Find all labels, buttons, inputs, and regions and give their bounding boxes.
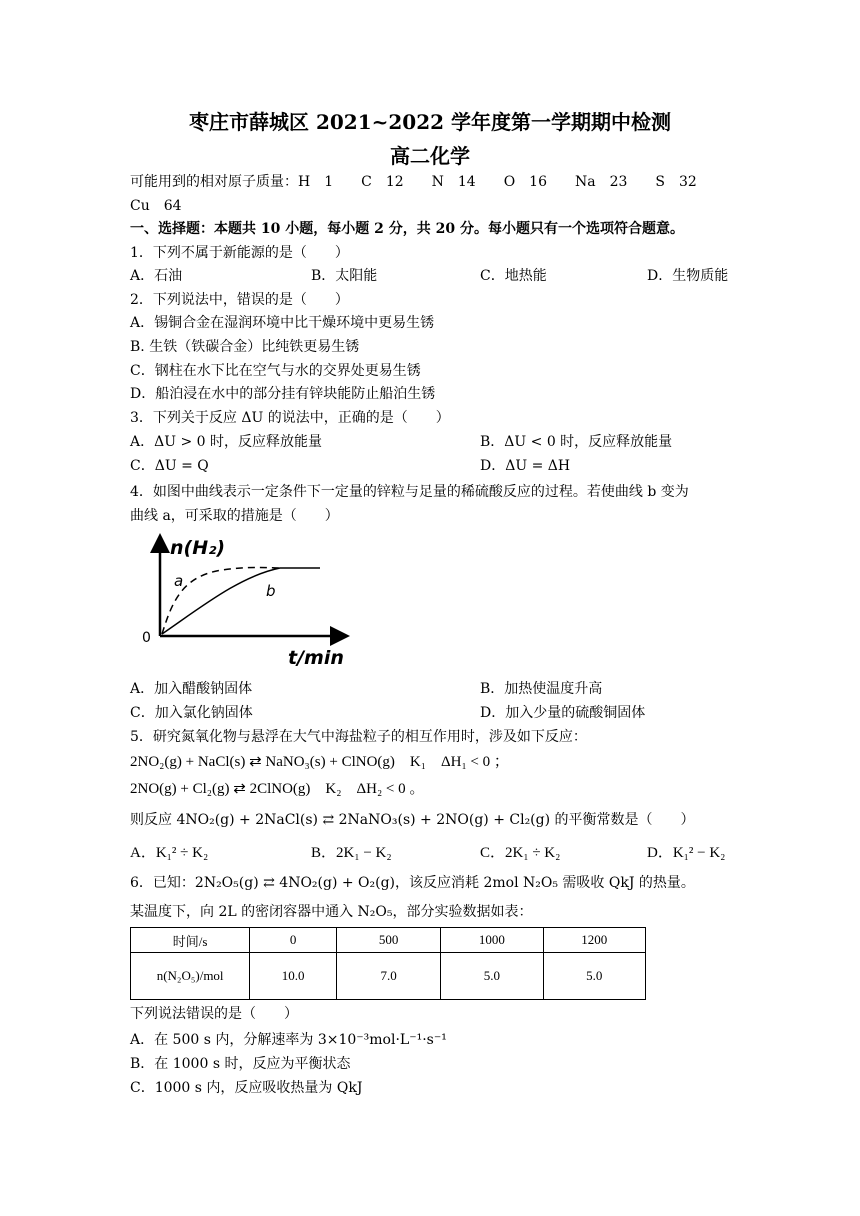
q5-equation-1: 2NO₂(g) + NaCl(s) ⇄ NaNO₃(s) + ClNO(g) K₁ ΔH₁ < 0 ； bbox=[130, 754, 509, 770]
q4-option-d: D．加入少量的硫酸铜固体 bbox=[480, 705, 646, 721]
table-cell: 1200 bbox=[543, 928, 645, 953]
q2-option-c: C．钢柱在水下比在空气与水的交界处更易生锈 bbox=[130, 363, 421, 379]
question-6-ask: 下列说法错误的是（ ） bbox=[130, 1006, 298, 1022]
table-header-row bbox=[131, 928, 646, 953]
n2o5-data-table bbox=[130, 927, 646, 1000]
q1-option-c: C．地热能 bbox=[480, 268, 547, 284]
question-3-stem: 3．下列关于反应 ΔU 的说法中，正确的是（ ） bbox=[130, 410, 450, 426]
table-cell: n(N₂O₅)/mol bbox=[131, 953, 250, 1000]
section-heading: 一、选择题：本题共 10 小题，每小题 2 分，共 20 分。每小题只有一个选项符合题意。 bbox=[130, 221, 684, 237]
q4-option-a: A．加入醋酸钠固体 bbox=[130, 681, 253, 697]
q2-option-d: D．船泊浸在水中的部分挂有锌块能防止船泊生锈 bbox=[130, 386, 436, 402]
table-cell: 时间/s bbox=[131, 928, 250, 953]
question-6-stem-line-1: 6．已知：2N₂O₅(g) ⇄ 4NO₂(g) + O₂(g)，该反应消耗 2mol N₂O₅ 需吸收 QkJ 的热量。 bbox=[130, 875, 695, 891]
question-6-stem-line-2: 某温度下，向 2L 的密闭容器中通入 N₂O₅，部分实验数据如表： bbox=[130, 904, 533, 920]
origin-label: 0 bbox=[142, 630, 151, 646]
question-5-stem: 5．研究氮氧化物与悬浮在大气中海盐粒子的相互作用时，涉及如下反应： bbox=[130, 729, 587, 745]
q5-option-a: A．K₁² ÷ K₂ bbox=[130, 845, 209, 861]
page-subtitle: 高二化学 bbox=[390, 144, 470, 168]
q2-option-b: B. 生铁（铁碳合金）比纯铁更易生锈 bbox=[130, 339, 360, 355]
q3-option-b: B．ΔU < 0 时，反应释放能量 bbox=[480, 434, 673, 450]
q4-option-b: B．加热使温度升高 bbox=[480, 681, 603, 697]
table-cell: 5.0 bbox=[441, 953, 543, 1000]
table-cell: 7.0 bbox=[337, 953, 441, 1000]
q5-target-reaction: 则反应 4NO₂(g) + 2NaCl(s) ⇄ 2NaNO₃(s) + 2NO(g) + Cl₂(g) 的平衡常数是（ ） bbox=[130, 812, 695, 828]
curve-b-label: b bbox=[266, 582, 276, 600]
reaction-curve-graph bbox=[130, 530, 365, 672]
page-title: 枣庄市薛城区 2021~2022 学年度第一学期期中检测 bbox=[188, 110, 671, 134]
question-4-stem-line-1: 4．如图中曲线表示一定条件下一定量的锌粒与足量的稀硫酸反应的过程。若使曲线 b 变为 bbox=[130, 484, 689, 500]
q4-option-c: C．加入氯化钠固体 bbox=[130, 705, 253, 721]
q1-option-a: A．石油 bbox=[130, 268, 183, 284]
q1-option-b: B．太阳能 bbox=[311, 268, 378, 284]
atomic-mass-line-2: Cu 64 bbox=[130, 198, 182, 214]
atomic-mass-line-1: 可能用到的相对原子质量：H 1 C 12 N 14 O 16 Na 23 S 32 bbox=[130, 174, 697, 190]
q5-equation-2: 2NO(g) + Cl₂(g) ⇄ 2ClNO(g) K₂ ΔH₂ < 0 。 bbox=[130, 781, 425, 797]
q3-option-c: C．ΔU = Q bbox=[130, 458, 209, 474]
table-cell: 0 bbox=[250, 928, 337, 953]
table-cell: 5.0 bbox=[543, 953, 645, 1000]
curve-b bbox=[162, 568, 320, 634]
question-2-stem: 2．下列说法中，错误的是（ ） bbox=[130, 292, 349, 308]
table-cell: 1000 bbox=[441, 928, 543, 953]
question-4-stem-line-2: 曲线 a，可采取的措施是（ ） bbox=[130, 508, 339, 524]
curve-a-label: a bbox=[174, 572, 184, 590]
q2-option-a: A．锡铜合金在湿润环境中比干燥环境中更易生锈 bbox=[130, 315, 435, 331]
q5-option-b: B．2K₁ − K₂ bbox=[311, 845, 392, 861]
y-axis-label: n(H₂) bbox=[170, 537, 226, 559]
q3-option-d: D．ΔU = ΔH bbox=[480, 458, 571, 474]
question-1-stem: 1．下列不属于新能源的是（ ） bbox=[130, 245, 349, 261]
q6-option-b: B．在 1000 s 时，反应为平衡状态 bbox=[130, 1056, 351, 1072]
table-cell: 10.0 bbox=[250, 953, 337, 1000]
q6-option-c: C．1000 s 内，反应吸收热量为 QkJ bbox=[130, 1080, 363, 1096]
q5-option-d: D．K₁² − K₂ bbox=[647, 845, 726, 861]
q5-option-c: C．2K₁ ÷ K₂ bbox=[480, 845, 561, 861]
x-axis-label: t/min bbox=[288, 647, 344, 669]
table-cell: 500 bbox=[337, 928, 441, 953]
q3-option-a: A．ΔU > 0 时，反应释放能量 bbox=[130, 434, 323, 450]
q1-option-d: D．生物质能 bbox=[647, 268, 729, 284]
table-row bbox=[131, 953, 646, 1000]
q6-option-a: A．在 500 s 内，分解速率为 3×10⁻³mol·L⁻¹·s⁻¹ bbox=[130, 1032, 447, 1048]
